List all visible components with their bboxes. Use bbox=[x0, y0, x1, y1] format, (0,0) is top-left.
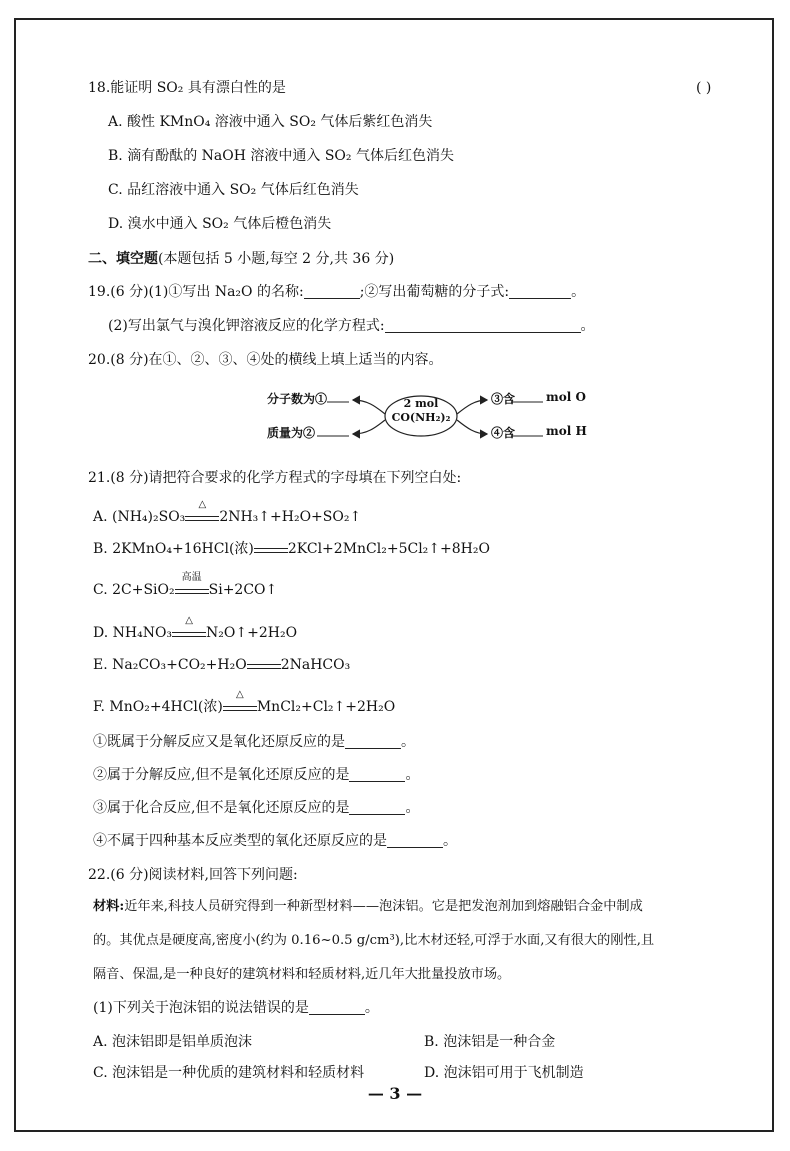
q21-eq-e bbox=[93, 655, 350, 675]
q19-end1: 。 bbox=[571, 284, 586, 300]
q18-option-a: A. 酸性 KMnO₄ 溶液中通入 SO₂ 气体后紫红色消失 bbox=[108, 114, 433, 130]
eq-a-condition bbox=[185, 499, 219, 521]
q21-sub-3 bbox=[93, 798, 419, 818]
eq-b-products: 2KCl+2MnCl₂+5Cl₂↑+8H₂O bbox=[287, 541, 490, 557]
q19-part3: (2)写出氯气与溴化钾溶液反应的化学方程式: bbox=[108, 318, 385, 334]
q21-sub-2-text: ②属于分解反应,但不是氧化还原反应的是 bbox=[93, 767, 350, 783]
q21-sub-1-text: ①既属于分解反应又是氧化还原反应的是 bbox=[93, 734, 345, 750]
q21-sub-2 bbox=[93, 765, 419, 785]
diagram-left-bottom: 质量为② bbox=[267, 426, 316, 440]
eq-a-products: 2NH₃↑+H₂O+SO₂↑ bbox=[219, 509, 362, 525]
eq-c-products: Si+2CO↑ bbox=[208, 582, 278, 598]
q18-option-d: D. 溴水中通入 SO₂ 气体后橙色消失 bbox=[108, 216, 332, 232]
eq-c-condition bbox=[175, 572, 209, 594]
eq-d-products: N₂O↑+2H₂O bbox=[206, 625, 298, 641]
eq-d-condition bbox=[172, 615, 206, 637]
eq-f-cond-label: △ bbox=[235, 689, 244, 700]
q22-blank-1[interactable] bbox=[309, 1000, 365, 1015]
eq-f-condition bbox=[223, 689, 257, 711]
q21-eq-d bbox=[93, 615, 298, 643]
diagram-center-top: 2 mol bbox=[403, 397, 439, 410]
mole-diagram bbox=[255, 384, 585, 454]
diagram-right-top-b: mol O bbox=[546, 390, 586, 404]
q21-sub-3-end: 。 bbox=[405, 800, 420, 816]
q21-sub-2-end: 。 bbox=[405, 767, 420, 783]
q18-option-b: B. 滴有酚酞的 NaOH 溶液中通入 SO₂ 气体后红色消失 bbox=[108, 148, 454, 164]
eq-a-reactants: A. (NH₄)₂SO₃ bbox=[93, 509, 186, 525]
q20-stem: 20.(8 分)在①、②、③、④处的横线上填上适当的内容。 bbox=[88, 352, 443, 368]
q18-answer-paren: ( ) bbox=[696, 80, 712, 96]
q19-part2: ;②写出葡萄糖的分子式: bbox=[359, 284, 510, 300]
q22-material-1 bbox=[93, 897, 643, 917]
q19-line2 bbox=[108, 316, 595, 336]
q18-option-c: C. 品红溶液中通入 SO₂ 气体后红色消失 bbox=[108, 182, 359, 198]
q21-sub-1-end: 。 bbox=[401, 734, 415, 750]
eq-d-cond-label: △ bbox=[185, 615, 193, 626]
q18-stem: 18.能证明 SO₂ 具有漂白性的是 bbox=[88, 80, 286, 96]
q22-option-b: B. 泡沫铝是一种合金 bbox=[424, 1034, 556, 1050]
eq-f-products: MnCl₂+Cl₂↑+2H₂O bbox=[256, 699, 396, 715]
material-text-1: 近年来,科技人员研究得到一种新型材料——泡沫铝。它是把发泡剂加到熔融铝合金中制成 bbox=[124, 899, 643, 914]
q21-eq-b bbox=[93, 539, 490, 559]
diagram-right-top-a: ③含 bbox=[491, 392, 516, 406]
q21-blank-4[interactable] bbox=[387, 833, 443, 848]
q22-sub-1-text: (1)下列关于泡沫铝的说法错误的是 bbox=[93, 1000, 309, 1016]
q21-sub-4-end: 。 bbox=[443, 833, 457, 849]
section-heading bbox=[88, 249, 394, 269]
q22-material-3: 隔音、保温,是一种良好的建筑材料和轻质材料,近几年大批量投放市场。 bbox=[93, 967, 511, 982]
page-number: — 3 — bbox=[367, 1084, 423, 1103]
q21-sub-1 bbox=[93, 732, 415, 752]
eq-b-condition bbox=[254, 546, 288, 553]
q21-stem: 21.(8 分)请把符合要求的化学方程式的字母填在下列空白处: bbox=[88, 470, 462, 486]
q19-line1 bbox=[88, 282, 585, 302]
q22-option-c: C. 泡沫铝是一种优质的建筑材料和轻质材料 bbox=[93, 1065, 365, 1081]
q21-sub-3-text: ③属于化合反应,但不是氧化还原反应的是 bbox=[93, 800, 350, 816]
q19-blank-1[interactable] bbox=[304, 284, 360, 299]
q22-material-2: 的。其优点是硬度高,密度小(约为 0.16~0.5 g/cm³),比木材还轻,可浮于水面,又有很大的刚性,且 bbox=[93, 933, 655, 948]
q19-end2: 。 bbox=[580, 318, 595, 334]
q22-option-a: A. 泡沫铝即是铝单质泡沫 bbox=[93, 1034, 253, 1050]
q21-eq-c bbox=[93, 572, 278, 600]
q22-sub-1-end: 。 bbox=[364, 1000, 379, 1016]
q19-part1: 19.(6 分)(1)①写出 Na₂O 的名称: bbox=[88, 284, 304, 300]
q21-sub-4-text: ④不属于四种基本反应类型的氧化还原反应的是 bbox=[93, 833, 387, 849]
q19-blank-3[interactable] bbox=[385, 318, 581, 333]
q22-stem: 22.(6 分)阅读材料,回答下列问题: bbox=[88, 867, 298, 883]
eq-e-condition bbox=[247, 662, 281, 669]
q21-blank-1[interactable] bbox=[345, 734, 401, 749]
eq-b-reactants: B. 2KMnO₄+16HCl(浓) bbox=[93, 541, 254, 557]
eq-c-cond-label: 高温 bbox=[181, 572, 202, 583]
eq-a-cond-label: △ bbox=[198, 499, 207, 510]
diagram-right-bottom-a: ④含 bbox=[491, 426, 516, 440]
q21-blank-2[interactable] bbox=[349, 767, 405, 782]
q19-blank-2[interactable] bbox=[509, 284, 571, 299]
section-note: (本题包括 5 小题,每空 2 分,共 36 分) bbox=[158, 251, 395, 267]
q21-blank-3[interactable] bbox=[349, 800, 405, 815]
eq-e-products: 2NaHCO₃ bbox=[280, 657, 351, 673]
q21-sub-4 bbox=[93, 831, 457, 851]
eq-f-reactants: F. MnO₂+4HCl(浓) bbox=[93, 699, 223, 715]
eq-e-reactants: E. Na₂CO₃+CO₂+H₂O bbox=[93, 657, 247, 673]
material-label: 材料: bbox=[93, 899, 125, 914]
diagram-center-bottom: CO(NH₂)₂ bbox=[391, 411, 451, 424]
diagram-right-bottom-b: mol H bbox=[546, 424, 587, 438]
eq-d-reactants: D. NH₄NO₃ bbox=[93, 625, 173, 641]
q22-sub-1 bbox=[93, 998, 379, 1018]
q21-eq-a bbox=[93, 499, 362, 527]
eq-c-reactants: C. 2C+SiO₂ bbox=[93, 582, 175, 598]
q21-eq-f bbox=[93, 689, 396, 717]
section-title: 二、填空题 bbox=[88, 251, 158, 267]
q22-option-d: D. 泡沫铝可用于飞机制造 bbox=[424, 1065, 584, 1081]
diagram-left-top: 分子数为① bbox=[267, 392, 328, 406]
